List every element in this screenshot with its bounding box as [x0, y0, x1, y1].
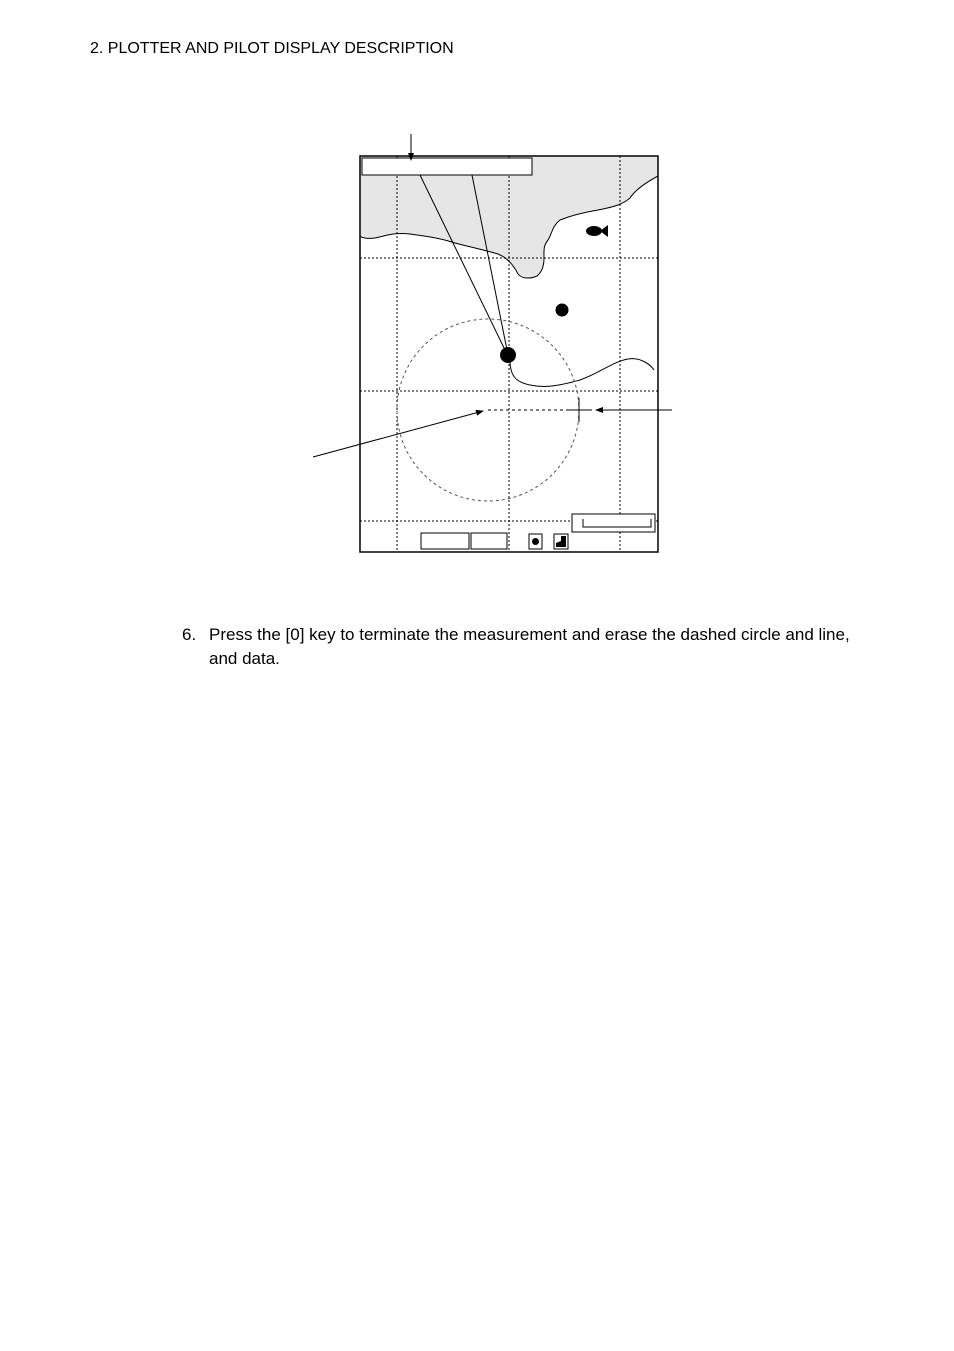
mark-dot-icon	[556, 304, 569, 317]
fish-mark-icon	[586, 225, 608, 237]
scale-box	[572, 514, 655, 532]
step-text: Press the [0] key to terminate the measurement and erase the dashed circle and line, and data.	[209, 625, 850, 668]
cursor-cross-icon	[566, 398, 592, 422]
coastline	[510, 359, 654, 387]
section-header: 2. PLOTTER AND PILOT DISPLAY DESCRIPTION	[90, 40, 454, 57]
status-box-2	[471, 533, 507, 549]
step-number: 6.	[182, 625, 197, 644]
own-ship-icon	[500, 347, 516, 363]
range-bearing-data-box	[362, 158, 532, 175]
status-box-1	[421, 533, 469, 549]
instruction-step	[182, 623, 862, 671]
plotter-display-illustration	[0, 0, 954, 620]
range-line-callout-arrow	[313, 411, 483, 457]
